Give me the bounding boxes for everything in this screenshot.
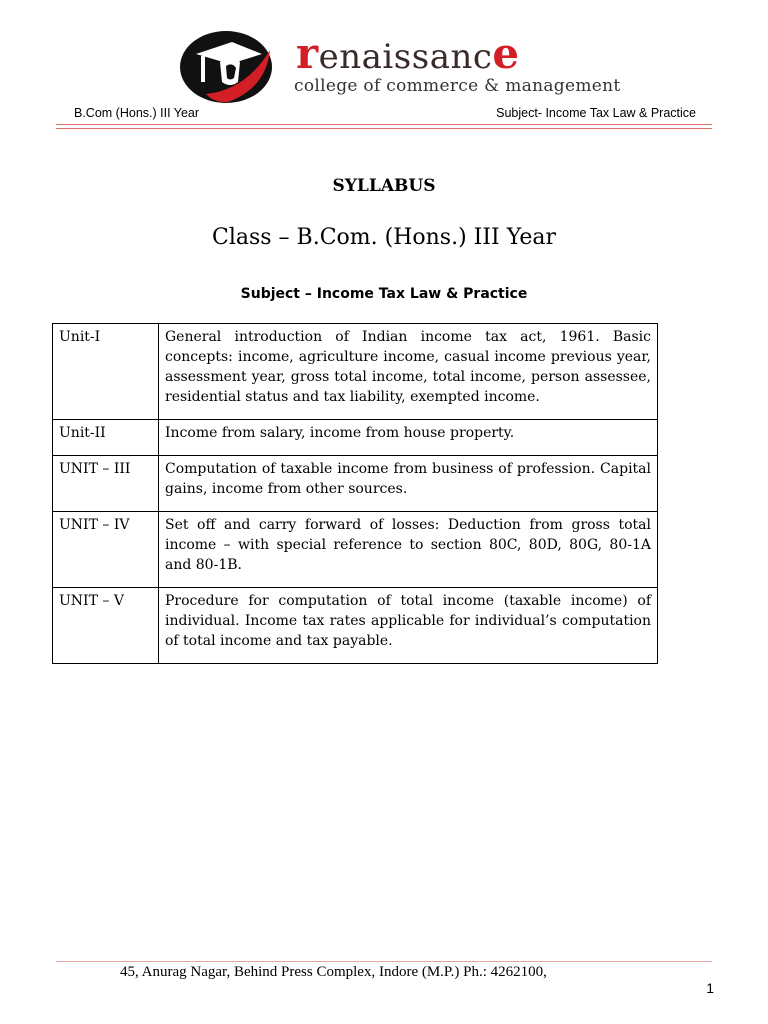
header-divider xyxy=(56,124,712,125)
header-course: B.Com (Hons.) III Year xyxy=(74,106,200,120)
subject-heading: Subject – Income Tax Law & Practice xyxy=(240,286,528,302)
college-logo xyxy=(176,28,626,108)
unit-content: General introduction of Indian income tax act, 1961. Basic concepts: income, agriculture income, casual income previous year, assessment year, gross total income, total income, person assessee, residential status and tax liability, exempted income. xyxy=(159,324,658,420)
unit-label: UNIT – V xyxy=(53,588,159,664)
unit-label: Unit-II xyxy=(53,420,159,456)
syllabus-table xyxy=(52,323,658,664)
table-row xyxy=(53,512,658,588)
footer-divider xyxy=(56,961,712,962)
unit-content: Computation of taxable income from business of profession. Capital gains, income from other sources. xyxy=(159,456,658,512)
college-tagline: college of commerce & management xyxy=(294,76,621,96)
unit-content: Income from salary, income from house property. xyxy=(159,420,658,456)
syllabus-heading: SYLLABUS xyxy=(332,176,436,196)
table-row xyxy=(53,420,658,456)
footer-address: 45, Anurag Nagar, Behind Press Complex, Indore (M.P.) Ph.: 4262100, xyxy=(120,964,547,980)
college-name: renaissance xyxy=(296,29,520,78)
unit-label: UNIT – IV xyxy=(53,512,159,588)
class-heading: Class – B.Com. (Hons.) III Year xyxy=(211,225,556,250)
logo-emblem-icon xyxy=(176,28,276,106)
page-number: 1 xyxy=(706,980,714,996)
unit-label: UNIT – III xyxy=(53,456,159,512)
unit-content: Set off and carry forward of losses: Deduction from gross total income – with special reference to section 80C, 80D, 80G, 80-1A and 80-1B. xyxy=(159,512,658,588)
header-subject: Subject- Income Tax Law & Practice xyxy=(496,106,696,120)
table-row xyxy=(53,588,658,664)
unit-content: Procedure for computation of total income (taxable income) of individual. Income tax rates applicable for individual’s computation of total income and tax payable. xyxy=(159,588,658,664)
running-header xyxy=(56,106,712,120)
table-row xyxy=(53,456,658,512)
header-divider-second xyxy=(56,128,712,129)
table-row xyxy=(53,324,658,420)
unit-label: Unit-I xyxy=(53,324,159,420)
